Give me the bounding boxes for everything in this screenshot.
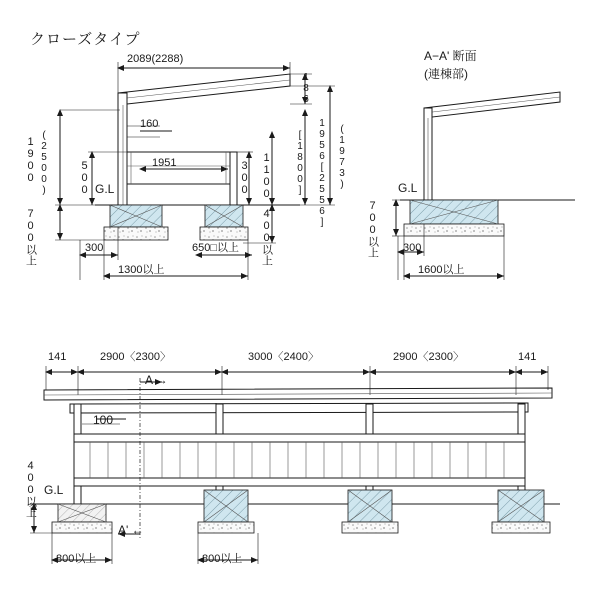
dim-height-1100: 1100 <box>260 152 273 200</box>
dim-height-1973: (1973) <box>336 124 348 190</box>
section-mark-a-prime: A' ← <box>118 523 144 537</box>
dim-aa-700: 700以上 <box>366 200 379 258</box>
dim-height-700: 700以上 <box>24 208 37 266</box>
label-gl-plan: G.L <box>44 483 64 497</box>
dim-base-400: 400以上 <box>260 208 273 266</box>
dim-height-1900: 1900 <box>24 136 37 184</box>
dim-eave-186: 186 <box>300 72 312 105</box>
dim-plan-span-1: 2900〈2300〉 <box>100 351 171 363</box>
dim-base-650: 650□以上 <box>192 242 239 254</box>
dim-top-span: 2089(2288) <box>127 53 184 65</box>
dim-plan-span-2: 3000〈2400〉 <box>248 351 319 363</box>
label-gl-section: G.L <box>398 181 418 195</box>
dim-plan-footing-1: 800以上 <box>56 553 97 565</box>
dim-height-500: 500 <box>78 160 91 196</box>
dim-panel-1951: 1951 <box>152 157 177 169</box>
page-title: クローズタイプ <box>30 31 141 48</box>
dim-height-300: 300 <box>238 160 251 196</box>
dim-height-1800: [1800] <box>294 130 306 196</box>
dim-plan-left-141: 141 <box>48 351 67 363</box>
label-gl-elevation: G.L <box>95 182 115 196</box>
dim-plan-span-3: 2900〈2300〉 <box>393 351 464 363</box>
dim-plan-right-141: 141 <box>518 351 537 363</box>
section-aa-title-1: A−A' 断面 <box>424 49 477 63</box>
dim-roof-160: 160 <box>140 118 159 130</box>
dim-height-2500: (2500) <box>38 130 50 196</box>
section-mark-a: A → <box>145 373 168 387</box>
dim-height-1956: 1956[2556] <box>316 118 328 228</box>
dim-plan-footing-2: 800以上 <box>202 553 243 565</box>
dim-base-1300: 1300以上 <box>118 264 165 276</box>
dim-aa-300: 300 <box>403 242 422 254</box>
dim-aa-1600: 1600以上 <box>418 264 465 276</box>
section-aa-title-2: (連棟部) <box>424 67 468 81</box>
dim-base-300: 300 <box>85 242 104 254</box>
dim-plan-100: 100 <box>93 413 114 427</box>
dim-plan-400: 400以上 <box>24 460 37 518</box>
